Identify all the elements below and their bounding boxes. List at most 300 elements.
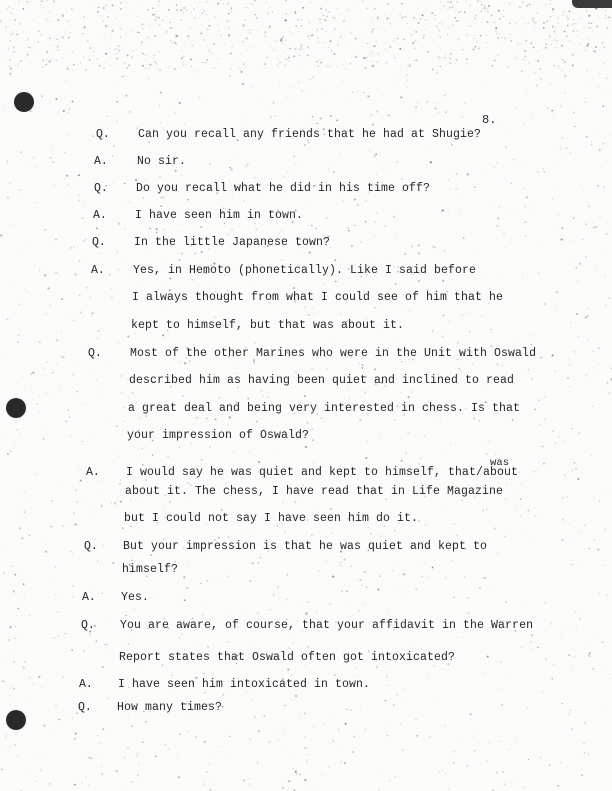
noise-speck [250,32,251,33]
noise-speck [116,58,118,60]
noise-speck [83,240,85,242]
noise-speck [380,535,382,537]
noise-speck [450,444,451,445]
noise-speck [572,65,573,66]
noise-speck [515,57,516,58]
noise-speck [481,10,483,12]
noise-speck [609,392,611,394]
noise-speck [132,392,134,394]
noise-speck [108,165,109,166]
transcript-line: You are aware, of course, that your affidavit in the Warren [120,619,534,632]
noise-speck [350,32,352,34]
noise-speck [455,188,457,190]
noise-speck [97,338,98,339]
noise-speck [510,744,511,745]
noise-speck [503,10,505,12]
noise-speck [604,63,605,64]
noise-speck [360,579,362,581]
noise-speck [418,252,420,254]
noise-speck [574,263,575,264]
noise-speck [346,708,348,710]
noise-speck [162,196,163,197]
noise-speck [61,298,63,300]
noise-speck [92,52,93,53]
noise-speck [113,21,114,22]
noise-speck [384,30,385,31]
noise-speck [473,48,475,50]
noise-speck [169,68,170,69]
noise-speck [550,16,551,17]
noise-speck [304,712,306,714]
noise-speck [171,672,172,673]
noise-speck [331,50,333,52]
noise-speck [374,8,376,10]
noise-speck [533,28,534,29]
noise-speck [532,20,534,22]
noise-speck [46,296,47,297]
noise-speck [82,497,83,498]
noise-speck [369,51,371,53]
noise-speck [304,747,306,749]
noise-speck [207,46,208,47]
noise-speck [99,65,101,67]
noise-speck [334,17,335,18]
noise-speck [112,5,114,7]
noise-speck [487,656,489,658]
noise-speck [591,23,592,24]
noise-speck [606,233,608,235]
noise-speck [501,704,503,706]
noise-speck [51,500,52,501]
noise-speck [395,283,397,285]
noise-speck [372,124,374,126]
noise-speck [577,478,579,480]
noise-speck [456,637,457,638]
noise-speck [217,23,218,24]
noise-speck [448,210,449,211]
noise-speck [543,22,544,23]
noise-speck [490,332,491,333]
noise-speck [518,494,519,495]
noise-speck [273,49,275,51]
noise-speck [214,3,215,4]
noise-speck [94,55,95,56]
noise-speck [117,221,118,222]
noise-speck [291,674,292,675]
noise-speck [421,648,422,649]
noise-speck [558,301,559,302]
noise-speck [519,42,520,43]
noise-speck [461,314,463,316]
noise-speck [233,452,234,453]
noise-speck [105,649,106,650]
noise-speck [323,724,324,725]
noise-speck [217,58,218,59]
noise-speck [538,272,539,273]
noise-speck [512,419,514,421]
noise-speck [175,36,177,38]
noise-speck [118,53,119,54]
noise-speck [552,430,554,432]
noise-speck [11,566,12,567]
noise-speck [43,276,44,277]
noise-speck [572,54,574,56]
noise-speck [72,69,73,70]
noise-speck [494,587,495,588]
noise-speck [5,749,6,750]
noise-speck [120,36,121,37]
noise-speck [439,31,440,32]
noise-speck [418,520,420,522]
noise-speck [46,50,47,51]
noise-speck [209,764,210,765]
noise-speck [522,1,524,3]
noise-speck [605,17,607,19]
noise-speck [484,6,486,8]
noise-speck [201,251,203,253]
noise-speck [544,171,545,172]
noise-speck [18,249,19,250]
noise-speck [137,753,139,755]
noise-speck [496,33,497,34]
noise-speck [414,48,415,49]
noise-speck [83,650,85,652]
noise-speck [448,788,449,789]
noise-speck [105,362,106,363]
noise-speck [379,305,380,306]
noise-speck [285,531,287,533]
noise-speck [524,50,526,52]
noise-speck [532,378,533,379]
noise-speck [527,369,529,371]
noise-speck [323,22,324,23]
noise-speck [186,64,187,65]
noise-speck [158,0,159,1]
noise-speck [438,771,440,773]
noise-speck [149,25,151,27]
noise-speck [523,59,525,61]
noise-speck [407,23,408,24]
noise-speck [474,18,476,20]
noise-speck [145,68,146,69]
noise-speck [280,38,282,40]
noise-speck [249,452,250,453]
noise-speck [307,225,308,226]
noise-speck [4,352,5,353]
noise-speck [217,3,219,5]
noise-speck [111,38,112,39]
noise-speck [80,480,82,482]
noise-speck [519,472,520,473]
page-number: 8. [482,113,497,127]
noise-speck [602,642,603,643]
noise-speck [365,18,366,19]
noise-speck [51,45,52,46]
noise-speck [107,16,108,17]
noise-speck [270,46,271,47]
noise-speck [345,151,346,152]
noise-speck [285,41,286,42]
noise-speck [136,755,138,757]
noise-speck [254,716,256,718]
noise-speck [241,53,242,54]
noise-speck [368,372,369,373]
noise-speck [246,7,247,8]
noise-speck [207,580,209,582]
noise-speck [336,120,338,122]
noise-speck [278,23,279,24]
noise-speck [440,418,441,419]
noise-speck [430,161,432,163]
noise-speck [370,60,371,61]
noise-speck [256,17,258,19]
noise-speck [434,19,436,21]
noise-speck [440,66,441,67]
noise-speck [605,21,606,22]
noise-speck [130,525,132,527]
noise-speck [145,721,147,723]
noise-speck [540,356,542,358]
noise-speck [448,27,450,29]
noise-speck [571,728,573,730]
noise-speck [555,30,556,31]
noise-speck [135,179,137,181]
noise-speck [6,222,7,223]
noise-speck [228,34,230,36]
noise-speck [41,759,42,760]
noise-speck [64,152,65,153]
noise-speck [174,109,175,110]
noise-speck [84,16,85,17]
noise-speck [459,370,461,372]
noise-speck [567,98,568,99]
noise-speck [338,729,339,730]
noise-speck [140,44,142,46]
noise-speck [279,62,281,64]
noise-speck [458,192,459,193]
speaker-label: A. [79,678,93,691]
noise-speck [602,42,603,43]
noise-speck [88,438,89,439]
noise-speck [480,1,481,2]
noise-speck [452,6,454,8]
noise-speck [56,272,58,274]
noise-speck [116,505,118,507]
noise-speck [181,58,183,60]
noise-speck [585,316,587,318]
noise-speck [256,66,257,67]
noise-speck [564,75,566,77]
noise-speck [501,365,502,366]
noise-speck [403,688,404,689]
noise-speck [44,229,46,231]
noise-speck [517,59,518,60]
noise-speck [138,32,140,34]
noise-speck [366,313,367,314]
noise-speck [336,66,337,67]
noise-speck [414,60,415,61]
noise-speck [575,611,576,612]
noise-speck [281,230,282,231]
noise-speck [577,281,579,283]
noise-speck [79,295,81,297]
noise-speck [495,205,496,206]
noise-speck [114,49,116,51]
noise-speck [497,661,498,662]
noise-speck [340,464,341,465]
noise-speck [344,762,346,764]
noise-speck [558,436,559,437]
noise-speck [385,21,386,22]
noise-speck [138,16,139,17]
noise-speck [278,66,280,68]
noise-speck [417,102,418,103]
noise-speck [33,120,34,121]
noise-speck [92,2,93,3]
noise-speck [148,78,149,79]
noise-speck [122,527,124,529]
noise-speck [325,561,327,563]
noise-speck [508,749,509,750]
noise-speck [515,27,516,28]
transcript-line: Yes. [121,591,150,604]
noise-speck [319,59,320,60]
noise-speck [534,541,535,542]
noise-speck [98,480,100,482]
noise-speck [22,508,23,509]
noise-speck [592,350,593,351]
noise-speck [13,47,15,49]
noise-speck [288,60,290,62]
noise-speck [510,133,511,134]
noise-speck [10,68,12,70]
noise-speck [133,51,134,52]
noise-speck [57,611,58,612]
noise-speck [585,102,586,103]
noise-speck [90,512,91,513]
noise-speck [215,16,216,17]
noise-speck [273,594,275,596]
noise-speck [184,502,185,503]
noise-speck [187,482,189,484]
noise-speck [524,221,526,223]
noise-speck [438,47,439,48]
noise-speck [11,285,12,286]
noise-speck [148,367,149,368]
noise-speck [6,733,8,735]
noise-speck [394,530,396,532]
noise-speck [196,417,198,419]
noise-speck [90,757,92,759]
noise-speck [40,4,41,5]
noise-speck [503,233,504,234]
noise-speck [317,123,319,125]
noise-speck [423,34,425,36]
noise-speck [494,167,496,169]
noise-speck [248,783,250,785]
noise-speck [8,6,10,8]
noise-speck [204,692,206,694]
noise-speck [332,17,334,19]
noise-speck [82,218,84,220]
noise-speck [521,34,522,35]
noise-speck [42,59,44,61]
noise-speck [38,754,39,755]
noise-speck [270,609,271,610]
noise-speck [295,49,297,51]
noise-speck [234,366,235,367]
noise-speck [411,680,412,681]
noise-speck [9,66,10,67]
noise-speck [285,0,287,1]
noise-speck [491,65,493,67]
noise-speck [555,47,556,48]
noise-speck [9,701,10,702]
noise-speck [521,43,522,44]
noise-speck [98,330,100,332]
noise-speck [599,149,601,151]
noise-speck [140,2,141,3]
noise-speck [13,33,14,34]
noise-speck [92,135,94,137]
noise-speck [290,114,291,115]
noise-speck [494,22,496,24]
noise-speck [277,64,278,65]
noise-speck [157,279,158,280]
noise-speck [50,305,51,306]
noise-speck [50,3,51,4]
noise-speck [128,15,129,16]
noise-speck [470,713,472,715]
noise-speck [418,463,419,464]
noise-speck [43,10,44,11]
noise-speck [606,160,607,161]
noise-speck [551,623,552,624]
noise-speck [606,78,607,79]
noise-speck [519,284,520,285]
noise-speck [482,391,483,392]
noise-speck [545,43,547,45]
noise-speck [445,6,446,7]
noise-speck [110,56,112,58]
transcript-line: Most of the other Marines who were in the Unit with Oswald [130,347,537,360]
noise-speck [124,757,125,758]
noise-speck [5,50,6,51]
noise-speck [243,200,244,201]
noise-speck [535,26,536,27]
noise-speck [285,66,286,67]
noise-speck [11,65,12,66]
noise-speck [187,565,188,566]
noise-speck [124,63,125,64]
noise-speck [524,56,526,58]
transcript-line: How many times? [117,701,223,714]
noise-speck [43,438,45,440]
noise-speck [298,82,299,83]
noise-speck [411,114,412,115]
noise-speck [572,30,574,32]
noise-speck [62,58,63,59]
noise-speck [149,228,151,230]
noise-speck [479,2,480,3]
noise-speck [243,63,245,65]
noise-speck [500,741,501,742]
noise-speck [508,66,509,67]
speaker-label: A. [93,209,107,222]
noise-speck [159,105,160,106]
noise-speck [34,19,35,20]
noise-speck [578,51,579,52]
